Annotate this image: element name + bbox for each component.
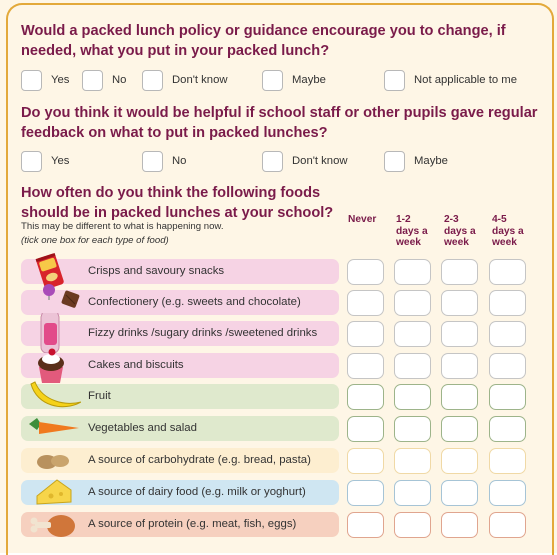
frequency-checkbox-2-3-days[interactable] [441,448,478,474]
checkbox[interactable] [384,151,405,172]
question-food-frequency: How often do you think the following foods should be in packed lunches at your school? [21,185,334,221]
q1-option-yes[interactable]: Yes [21,68,69,92]
checkbox[interactable] [142,151,163,172]
q2-option-no[interactable]: No [142,149,186,173]
food-row-confectionery [21,290,339,315]
food-row-fizzy-drinks [21,321,339,346]
frequency-checkbox-2-3-days[interactable] [441,512,478,538]
frequency-checkbox-4-5-days[interactable] [489,416,526,442]
food-row-carbohydrate [21,448,339,473]
food-row-vegetables [21,416,339,441]
checkbox[interactable] [142,70,163,91]
checkbox[interactable] [262,151,283,172]
food-row-cakes [21,353,339,378]
frequency-checkbox-never[interactable] [347,480,384,506]
question-packed-lunch-policy: Would a packed lunch policy or guidance encourage you to change, if needed, what you put in your packed lunch? [21,23,506,59]
frequency-checkbox-2-3-days[interactable] [441,321,478,347]
q1-option-no[interactable]: No [82,68,126,92]
frequency-checkbox-2-3-days[interactable] [441,353,478,379]
frequency-checkbox-1-2-days[interactable] [394,321,431,347]
frequency-checkbox-4-5-days[interactable] [489,321,526,347]
q1-option-maybe[interactable]: Maybe [262,68,326,92]
food-label: Fizzy drinks /sugary drinks /sweetened drinks [88,327,318,339]
q1-option-not-applicable[interactable]: Not applicable to me [384,68,517,92]
frequency-checkbox-4-5-days[interactable] [489,384,526,410]
food-label: Vegetables and salad [88,422,197,434]
column-header-4-5-days: 4-5 days a week [492,214,524,248]
frequency-checkbox-2-3-days[interactable] [441,416,478,442]
frequency-checkbox-1-2-days[interactable] [394,416,431,442]
frequency-checkbox-1-2-days[interactable] [394,353,431,379]
column-header-2-3-days: 2-3 days a week [444,214,476,248]
frequency-checkbox-2-3-days[interactable] [441,290,478,316]
frequency-checkbox-never[interactable] [347,353,384,379]
frequency-checkbox-4-5-days[interactable] [489,480,526,506]
frequency-checkbox-2-3-days[interactable] [441,384,478,410]
food-label: A source of protein (e.g. meat, fish, eggs) [88,518,297,530]
frequency-checkbox-1-2-days[interactable] [394,290,431,316]
frequency-checkbox-2-3-days[interactable] [441,259,478,285]
frequency-checkbox-4-5-days[interactable] [489,259,526,285]
food-label: A source of carbohydrate (e.g. bread, pasta) [88,454,311,466]
frequency-checkbox-2-3-days[interactable] [441,480,478,506]
food-row-protein [21,512,339,537]
frequency-checkbox-never[interactable] [347,259,384,285]
q1-option-dont-know[interactable]: Don't know [142,68,228,92]
frequency-checkbox-1-2-days[interactable] [394,448,431,474]
frequency-checkbox-never[interactable] [347,321,384,347]
food-label: Cakes and biscuits [88,359,184,371]
food-row-dairy [21,480,339,505]
frequency-checkbox-4-5-days[interactable] [489,353,526,379]
checkbox[interactable] [82,70,103,91]
frequency-checkbox-4-5-days[interactable] [489,448,526,474]
question-feedback: Do you think it would be helpful if school staff or other pupils gave regular feedback on what to put in packed lunches? [21,105,538,141]
food-row-crisps [21,259,339,284]
food-label: Confectionery (e.g. sweets and chocolate) [88,296,301,308]
checkbox[interactable] [384,70,405,91]
checkbox[interactable] [262,70,283,91]
frequency-checkbox-1-2-days[interactable] [394,259,431,285]
frequency-checkbox-never[interactable] [347,416,384,442]
frequency-checkbox-never[interactable] [347,384,384,410]
checkbox[interactable] [21,151,42,172]
checkbox[interactable] [21,70,42,91]
question-instruction: (tick one box for each type of food) [21,235,169,246]
q2-option-yes[interactable]: Yes [21,149,69,173]
column-header-never: Never [348,214,377,225]
food-label: Crisps and savoury snacks [88,265,225,277]
q2-option-maybe[interactable]: Maybe [384,149,448,173]
chicken-leg-icon [27,504,81,544]
food-label: A source of dairy food (e.g. milk or yoghurt) [88,486,306,498]
frequency-checkbox-1-2-days[interactable] [394,480,431,506]
frequency-checkbox-never[interactable] [347,512,384,538]
food-label: Fruit [88,390,111,402]
q2-option-dont-know[interactable]: Don't know [262,149,348,173]
frequency-checkbox-never[interactable] [347,448,384,474]
question-note: This may be different to what is happening now. [21,221,224,232]
frequency-checkbox-never[interactable] [347,290,384,316]
column-header-1-2-days: 1-2 days a week [396,214,428,248]
frequency-checkbox-1-2-days[interactable] [394,512,431,538]
frequency-checkbox-1-2-days[interactable] [394,384,431,410]
frequency-checkbox-4-5-days[interactable] [489,290,526,316]
frequency-checkbox-4-5-days[interactable] [489,512,526,538]
food-row-fruit [21,384,339,409]
